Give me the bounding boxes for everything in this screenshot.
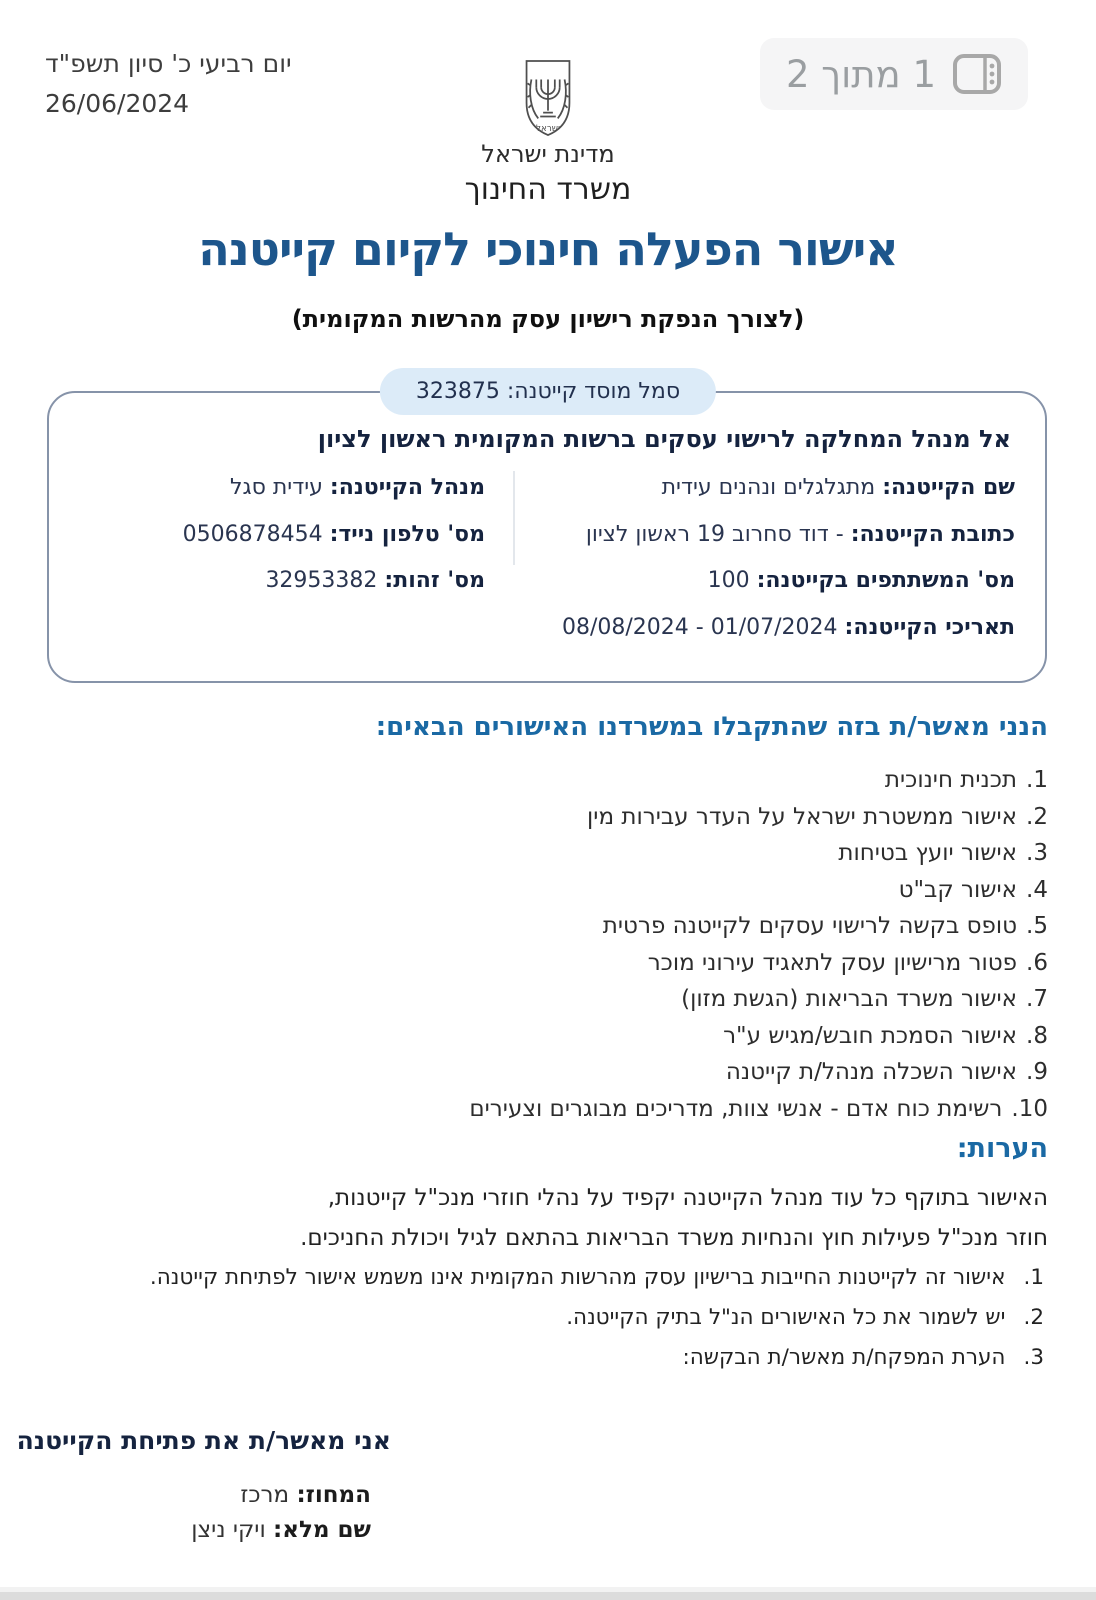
approval-item-text: אישור יועץ בטיחות <box>838 840 1018 866</box>
camp-details-secondary-column <box>183 472 485 612</box>
approval-item-number: 4. <box>1026 876 1048 903</box>
approval-item <box>469 908 1048 945</box>
district-field <box>55 1478 391 1513</box>
note-item-text: אישור זה לקייטנות החייבות ברישיון עסק מהרשות המקומית אינו משמש אישור לפתיחת קייטנה. <box>149 1265 1006 1290</box>
note-item-number: 2. <box>1023 1305 1044 1330</box>
note-item-text: יש לשמור את כל האישורים הנ"ל בתיק הקייטנה. <box>566 1305 1006 1330</box>
id-number-label: מס' זהות: <box>384 568 485 593</box>
approval-item-text: אישור קב"ט <box>898 876 1018 903</box>
camp-dates-value: 01/07/2024 - 08/08/2024 <box>561 614 838 640</box>
phone-row <box>183 519 485 566</box>
israel-emblem-icon <box>0 56 1096 140</box>
note-item <box>150 1258 1044 1298</box>
note-item-number: 3. <box>1023 1345 1044 1370</box>
id-number-row <box>183 565 485 612</box>
approval-item-text: אישור הסמכת חובש/מגיש ע"ר <box>723 1022 1018 1049</box>
approval-item-number: 2. <box>1026 803 1048 830</box>
approvals-heading: הנני מאשר/ת בזה שהתקבלו במשרדנו האישורים הבאים: <box>375 712 1048 742</box>
camp-manager-value: עידית סגל <box>230 475 323 500</box>
signoff-block <box>16 1424 391 1548</box>
approval-item-number: 1. <box>1026 767 1048 793</box>
ministry-name: משרד החינוך <box>464 172 632 207</box>
approval-item <box>469 1054 1048 1091</box>
camp-address-row <box>562 519 1015 566</box>
camp-address-label: כתובת הקייטנה: <box>850 521 1015 547</box>
camp-details-box <box>47 391 1047 683</box>
camp-participants-value: 100 <box>707 568 750 593</box>
camp-participants-row <box>562 565 1015 612</box>
page-title: אישור הפעלה חינוכי לקיום קייטנה <box>198 222 898 276</box>
approval-item-number: 8. <box>1026 1022 1048 1049</box>
approval-item <box>469 762 1048 799</box>
page-indicator-label: 1 מתוך 2 <box>785 52 936 96</box>
institution-code-badge: סמל מוסד קייטנה: 323875 <box>380 368 716 415</box>
approval-item-number: 3. <box>1026 840 1048 866</box>
id-number-value: 32953382 <box>265 568 378 593</box>
camp-details-primary-column <box>562 472 1015 658</box>
camp-address-value: - דוד סחרוב 19 ראשון לציון <box>585 521 844 547</box>
notes-paragraph-line: חוזר מנכ"ל פעילות חוץ והנחיות משרד הבריאות בהתאם לגיל ויכולת החניכים. <box>300 1225 1048 1251</box>
page-subtitle: (לצורך הנפקת רישיון עסק מהרשות המקומית) <box>291 305 805 333</box>
signoff-heading: אני מאשר/ת את פתיחת הקייטנה <box>16 1426 391 1455</box>
full-name-field <box>55 1513 391 1548</box>
camp-name-row <box>562 472 1015 519</box>
camp-dates-label: תאריכי הקייטנה: <box>844 614 1015 640</box>
note-item-number: 1. <box>1023 1265 1044 1290</box>
gregorian-date: 26/06/2024 <box>45 89 190 118</box>
box-heading: אל מנהל המחלקה לרישוי עסקים ברשות המקומית ראשון לציון <box>317 425 1011 453</box>
notes-heading: הערות: <box>956 1133 1048 1164</box>
approval-item-number: 5. <box>1026 913 1048 939</box>
approval-item-number: 6. <box>1026 949 1048 976</box>
approvals-list <box>469 762 1048 1127</box>
camp-manager-label: מנהל הקייטנה: <box>329 475 485 500</box>
approval-item-number: 10. <box>1011 1095 1048 1122</box>
note-item-text: הערת המפקח/ת מאשר/ת הבקשה: <box>682 1345 1006 1370</box>
approval-item-text: תכנית חינוכית <box>884 767 1018 793</box>
phone-label: מס' טלפון נייד: <box>329 521 485 547</box>
hebrew-date: יום רביעי כ' סיון תשפ"ד <box>45 49 292 78</box>
approval-item-text: רשימת כוח אדם - אנשי צוות, מדריכים מבוגרים וצעירים <box>469 1095 1003 1122</box>
approval-item-text: אישור השכלה מנהל/ת קייטנה <box>725 1059 1018 1085</box>
approval-item <box>469 835 1048 872</box>
notes-list <box>150 1258 1044 1378</box>
footer-band <box>0 1587 1096 1600</box>
note-item <box>150 1298 1044 1338</box>
notes-paragraph <box>300 1178 1048 1258</box>
svg-text:ישראל: ישראל <box>536 124 560 135</box>
approval-item-text: אישור משרד הבריאות (הגשת מזון) <box>681 986 1018 1012</box>
camp-participants-label: מס' המשתתפים בקייטנה: <box>756 568 1015 593</box>
district-value: מרכז <box>240 1482 290 1508</box>
full-name-label: שם מלא: <box>273 1517 371 1543</box>
approval-item <box>469 799 1048 836</box>
phone-value: 0506878454 <box>182 521 323 547</box>
approval-item-text: טופס בקשה לרישוי עסקים לקייטנה פרטית <box>602 913 1018 939</box>
approval-item-number: 7. <box>1026 986 1048 1012</box>
district-label: המחוז: <box>296 1482 371 1508</box>
approval-item <box>469 981 1048 1018</box>
notes-paragraph-line: האישור בתוקף כל עוד מנהל הקייטנה יקפיד על נהלי חוזרי מנכ"ל קייטנות, <box>327 1185 1048 1211</box>
note-item <box>150 1338 1044 1378</box>
column-divider <box>513 471 515 565</box>
approval-item <box>469 872 1048 909</box>
approval-item <box>469 945 1048 982</box>
approval-item-text: פטור מרישיון עסק לתאגיד עירוני מוכר <box>647 949 1018 976</box>
state-name: מדינת ישראל <box>481 140 615 168</box>
approval-item-text: אישור ממשטרת ישראל על העדר עבירות מין <box>587 803 1018 830</box>
camp-name-label: שם הקייטנה: <box>882 475 1015 500</box>
approval-item <box>469 1091 1048 1128</box>
approval-item-number: 9. <box>1026 1059 1048 1085</box>
full-name-value: ויקי ניצן <box>191 1517 266 1543</box>
camp-name-value: מתגלגלים ונהנים עידית <box>661 475 876 500</box>
approval-item <box>469 1018 1048 1055</box>
camp-manager-row <box>183 472 485 519</box>
camp-dates-row <box>562 612 1015 659</box>
